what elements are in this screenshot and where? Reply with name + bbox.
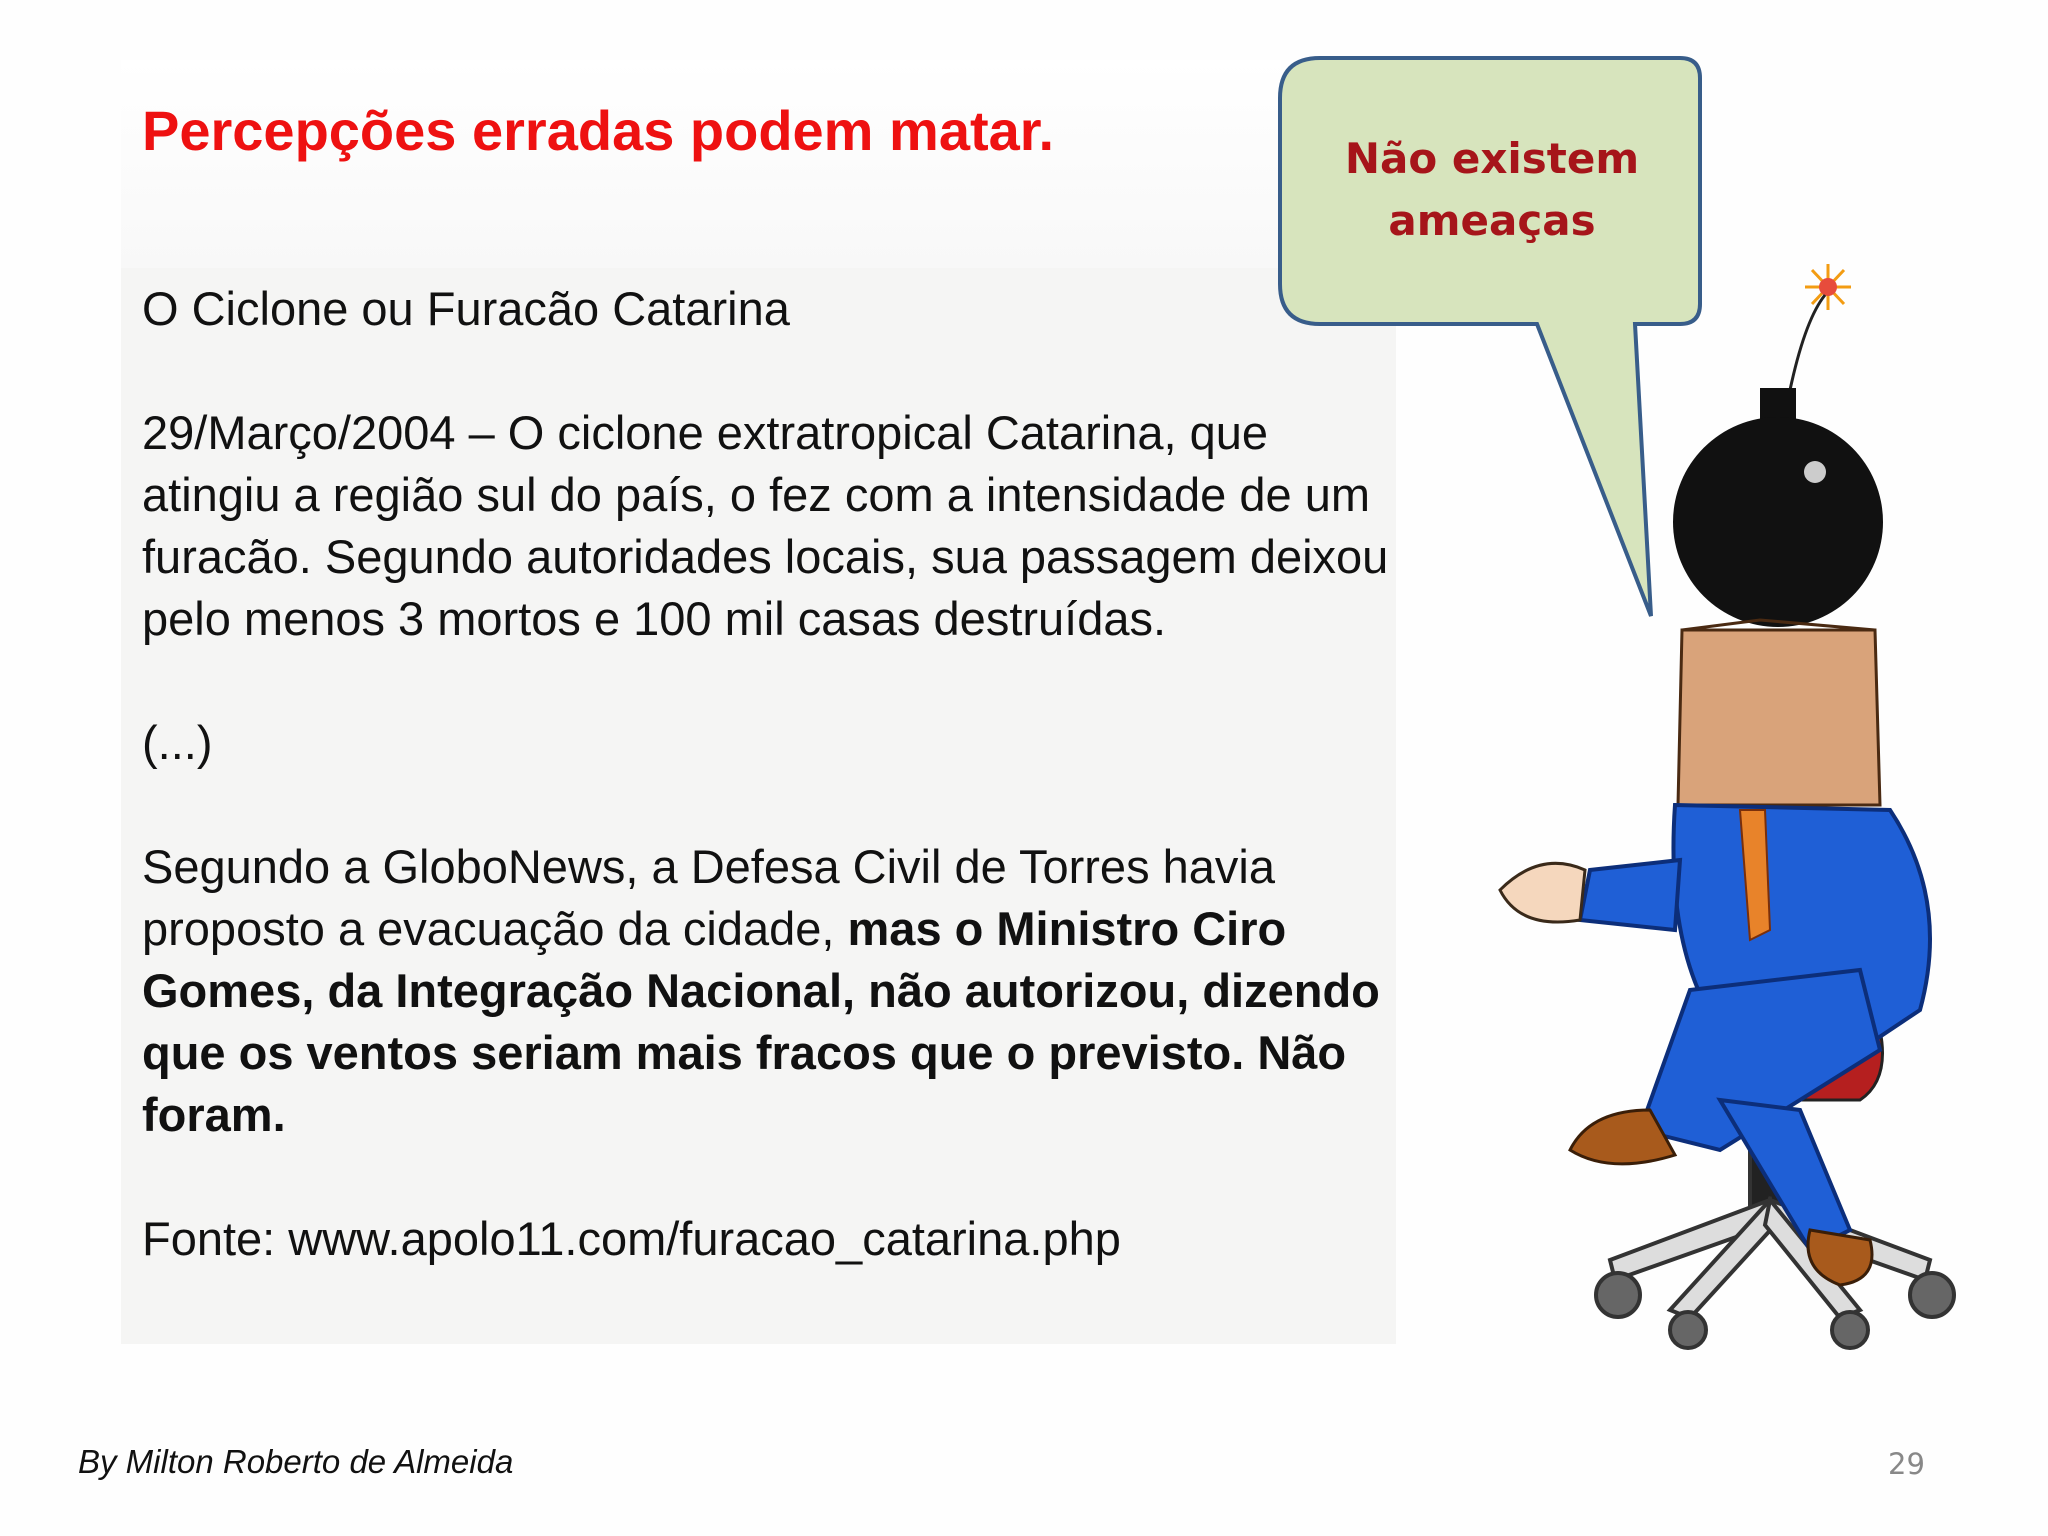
bubble-line-1: Não existem — [1344, 134, 1640, 183]
title-band — [121, 60, 1281, 270]
footer-author: By Milton Roberto de Almeida — [78, 1443, 514, 1480]
slide-title: Percepções erradas podem matar. — [142, 99, 1055, 162]
content-heading: O Ciclone ou Furacão Catarina — [142, 282, 790, 335]
page-number: 29 — [1888, 1447, 1925, 1481]
bomb-head-businessman-icon — [1420, 250, 1980, 1350]
content-text — [142, 278, 1392, 1270]
paragraph-2-bold: mas o Ministro Ciro Gomes, da Integração Nacional, não autorizou, dizendo que os ventos seriam mais fracos que o previsto. Não foram. — [142, 902, 1380, 1141]
content-paragraph-2 — [142, 836, 1392, 1146]
content-source: Fonte: www.apolo11.com/furacao_catarina.php — [142, 1212, 1121, 1265]
bubble-line-2: ameaças — [1388, 196, 1596, 245]
content-paragraph-1: 29/Março/2004 – O ciclone extratropical Catarina, que atingiu a região sul do país, o fez com a intensidade de um furacão. Segundo autoridades locais, sua passagem deixou pelo menos 3 mortos e 100 mil casas destruídas. — [142, 406, 1389, 645]
paragraph-2-normal: Segundo a GloboNews, a Defesa Civil de Torres havia proposto a evacuação da cidade, — [142, 840, 1275, 955]
bubble-text — [1283, 128, 1701, 252]
content-ellipsis: (...) — [142, 716, 213, 769]
